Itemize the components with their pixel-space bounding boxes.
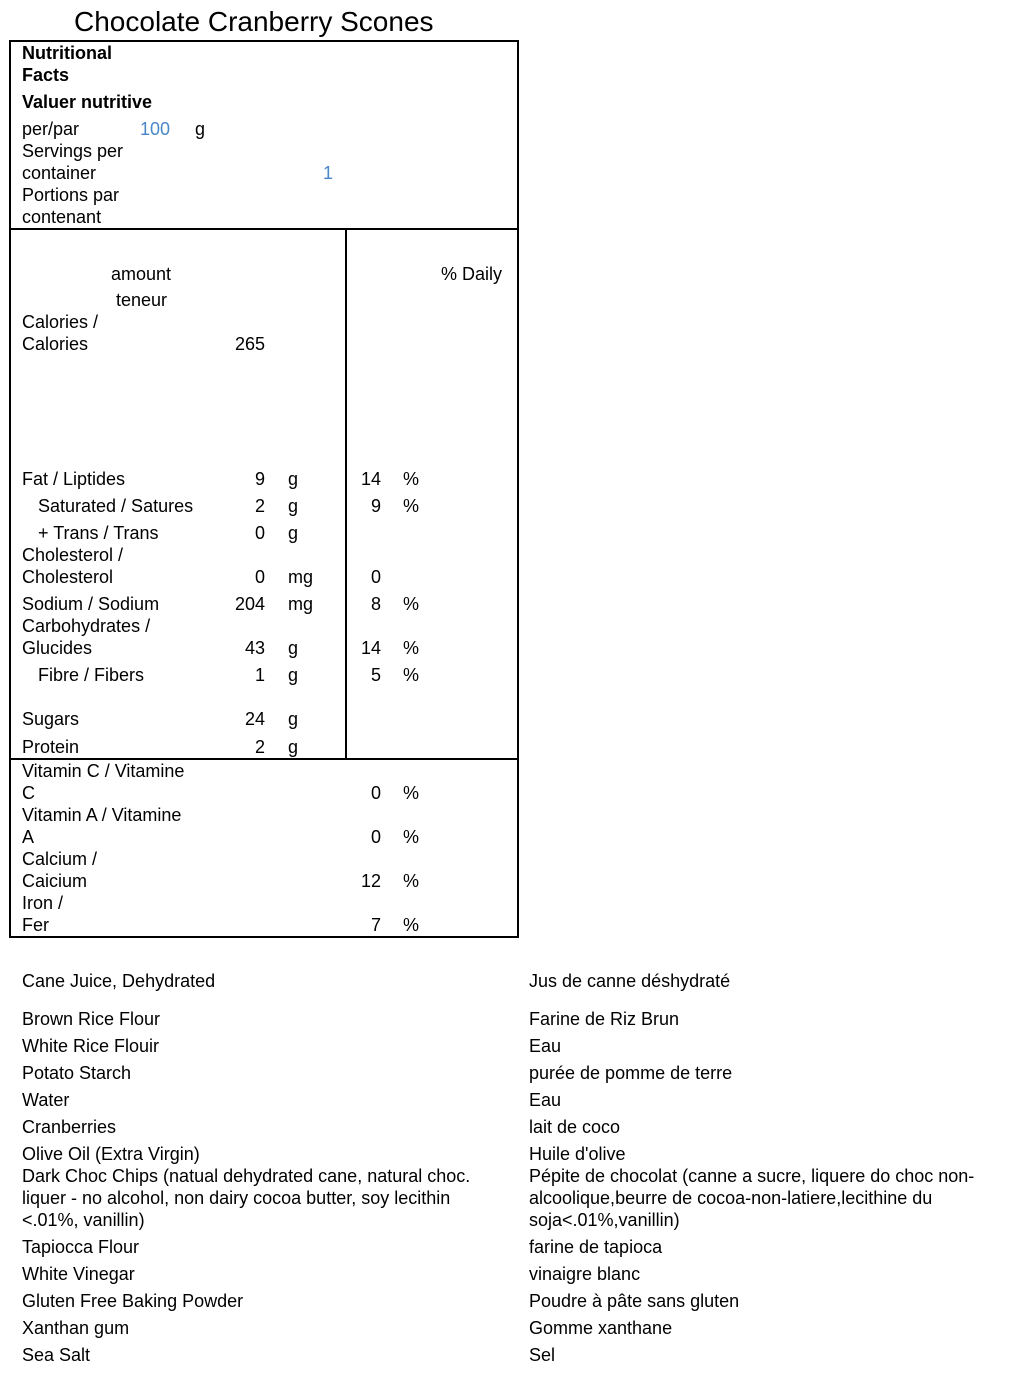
vitamin-daily: 0 — [370, 783, 381, 803]
nutrient-amount: 24 — [244, 709, 265, 729]
calories-label-fr: Calories — [22, 334, 89, 354]
ingredient-en: Olive Oil (Extra Virgin) — [22, 1144, 200, 1164]
ingredient-en: Xanthan gum — [22, 1318, 130, 1338]
vitamin-pct: % — [403, 783, 420, 803]
nutrient-amount: 43 — [244, 638, 265, 658]
nutrient-daily: 9 — [370, 496, 381, 516]
servings-value: 1 — [323, 163, 334, 183]
nutrient-amount: 9 — [254, 469, 265, 489]
nutrient-unit: mg — [288, 594, 314, 614]
nutrient-unit: g — [288, 737, 299, 757]
ingredient-en: Water — [22, 1090, 70, 1110]
nutrient-daily: 8 — [370, 594, 381, 614]
ingredient-fr: farine de tapioca — [529, 1237, 663, 1257]
nutrient-label: Protein — [22, 737, 80, 757]
daily-column-header: % Daily — [441, 264, 503, 284]
nutrient-label-fr: Glucides — [22, 638, 93, 658]
nutrient-amount: 204 — [234, 594, 265, 614]
nutrient-label: Cholesterol / — [22, 545, 124, 565]
calories-label: Calories / — [22, 312, 99, 332]
ingredient-en: White Vinegar — [22, 1264, 135, 1284]
ingredient-en: Brown Rice Flour — [22, 1009, 161, 1029]
ingredient-fr: vinaigre blanc — [529, 1264, 641, 1284]
ingredient-fr: Gomme xanthane — [529, 1318, 673, 1338]
portions-label: Portions par contenant — [22, 185, 120, 227]
nutrient-unit: g — [288, 665, 299, 685]
servings-label: Servings per container — [22, 141, 124, 183]
nutrient-daily: 14 — [360, 638, 381, 658]
vitamin-label: Iron / — [22, 893, 64, 913]
vitamin-daily: 12 — [360, 871, 381, 891]
vitamin-label-cont: C — [22, 783, 35, 803]
nutrient-unit: g — [288, 469, 299, 489]
nutrient-amount: 0 — [254, 523, 265, 543]
nutrient-label-fr: Cholesterol — [22, 567, 114, 587]
amount-column-header: amount — [111, 264, 172, 284]
ingredient-en: Tapiocca Flour — [22, 1237, 140, 1257]
ingredient-en: Cranberries — [22, 1117, 117, 1137]
vitamin-pct: % — [403, 915, 420, 935]
ingredient-en: Sea Salt — [22, 1345, 91, 1365]
vitamin-label-cont: Caicium — [22, 871, 88, 891]
nutrient-amount: 2 — [254, 737, 265, 757]
vitamin-label-cont: Fer — [22, 915, 49, 935]
ingredient-en: Cane Juice, Dehydrated — [22, 971, 216, 991]
ingredient-fr: Farine de Riz Brun — [529, 1009, 680, 1029]
nutrient-daily: 14 — [360, 469, 381, 489]
valuer-nutritive-heading: Valuer nutritive — [22, 92, 153, 112]
nutrient-amount: 2 — [254, 496, 265, 516]
page-title: Chocolate Cranberry Scones — [74, 6, 434, 37]
nutrient-unit: g — [288, 523, 299, 543]
vitamin-pct: % — [403, 827, 420, 847]
per-unit: g — [195, 119, 206, 139]
nutrient-label: Saturated / Satures — [38, 496, 194, 516]
ingredient-fr: Eau — [529, 1036, 562, 1056]
nutrient-unit: g — [288, 638, 299, 658]
ingredient-en: White Rice Flouir — [22, 1036, 160, 1056]
vitamin-daily: 7 — [370, 915, 381, 935]
nutrient-unit: g — [288, 709, 299, 729]
nutrient-pct: % — [403, 665, 420, 685]
nutrient-unit: mg — [288, 567, 314, 587]
nutrient-label: Fat / Liptides — [22, 469, 126, 489]
nutrient-pct: % — [403, 469, 420, 489]
ingredient-fr: purée de pomme de terre — [529, 1063, 733, 1083]
ingredient-en: Dark Choc Chips (natual dehydrated cane, natural choc. liquer - no alcohol, non dairy cocoa butter, soy lecithin <.01%, vanillin) — [22, 1166, 471, 1230]
nutrient-pct: % — [403, 496, 420, 516]
ingredient-fr: Sel — [529, 1345, 556, 1365]
nutrient-amount: 0 — [254, 567, 265, 587]
ingredient-en: Gluten Free Baking Powder — [22, 1291, 244, 1311]
calories-value: 265 — [234, 334, 265, 354]
nutrient-label: Sodium / Sodium — [22, 594, 160, 614]
nutrient-pct: % — [403, 638, 420, 658]
nutrient-label: Sugars — [22, 709, 80, 729]
nutrient-label: + Trans / Trans — [38, 523, 159, 543]
ingredient-fr: Jus de canne déshydraté — [529, 971, 731, 991]
vitamin-daily: 0 — [370, 827, 381, 847]
nutritional-facts-heading: Nutritional Facts — [22, 43, 112, 85]
nutrient-daily: 5 — [370, 665, 381, 685]
nutrient-label: Fibre / Fibers — [38, 665, 145, 685]
nutrient-label: Carbohydrates / — [22, 616, 151, 636]
vitamin-label: Vitamin A / Vitamine — [22, 805, 182, 825]
nutrient-daily: 0 — [370, 567, 381, 587]
ingredient-fr: Poudre à pâte sans gluten — [529, 1291, 740, 1311]
ingredient-fr: Huile d'olive — [529, 1144, 626, 1164]
vitamin-label: Vitamin C / Vitamine — [22, 761, 185, 781]
ingredient-fr: lait de coco — [529, 1117, 621, 1137]
ingredient-fr: Pépite de chocolat (canne a sucre, liquere do choc non-alcoolique,beurre de cocoa-non-latiere,lecithine du soja<.01%,vanillin) — [529, 1166, 975, 1230]
vitamin-label-cont: A — [22, 827, 35, 847]
nutrient-pct: % — [403, 594, 420, 614]
ingredient-fr: Eau — [529, 1090, 562, 1110]
ingredient-en: Potato Starch — [22, 1063, 132, 1083]
vitamin-pct: % — [403, 871, 420, 891]
nutrient-unit: g — [288, 496, 299, 516]
per-value: 100 — [140, 119, 171, 139]
teneur-column-header: teneur — [116, 290, 168, 310]
vitamin-label: Calcium / — [22, 849, 98, 869]
per-par-label: per/par — [22, 119, 80, 139]
nutrient-amount: 1 — [254, 665, 265, 685]
